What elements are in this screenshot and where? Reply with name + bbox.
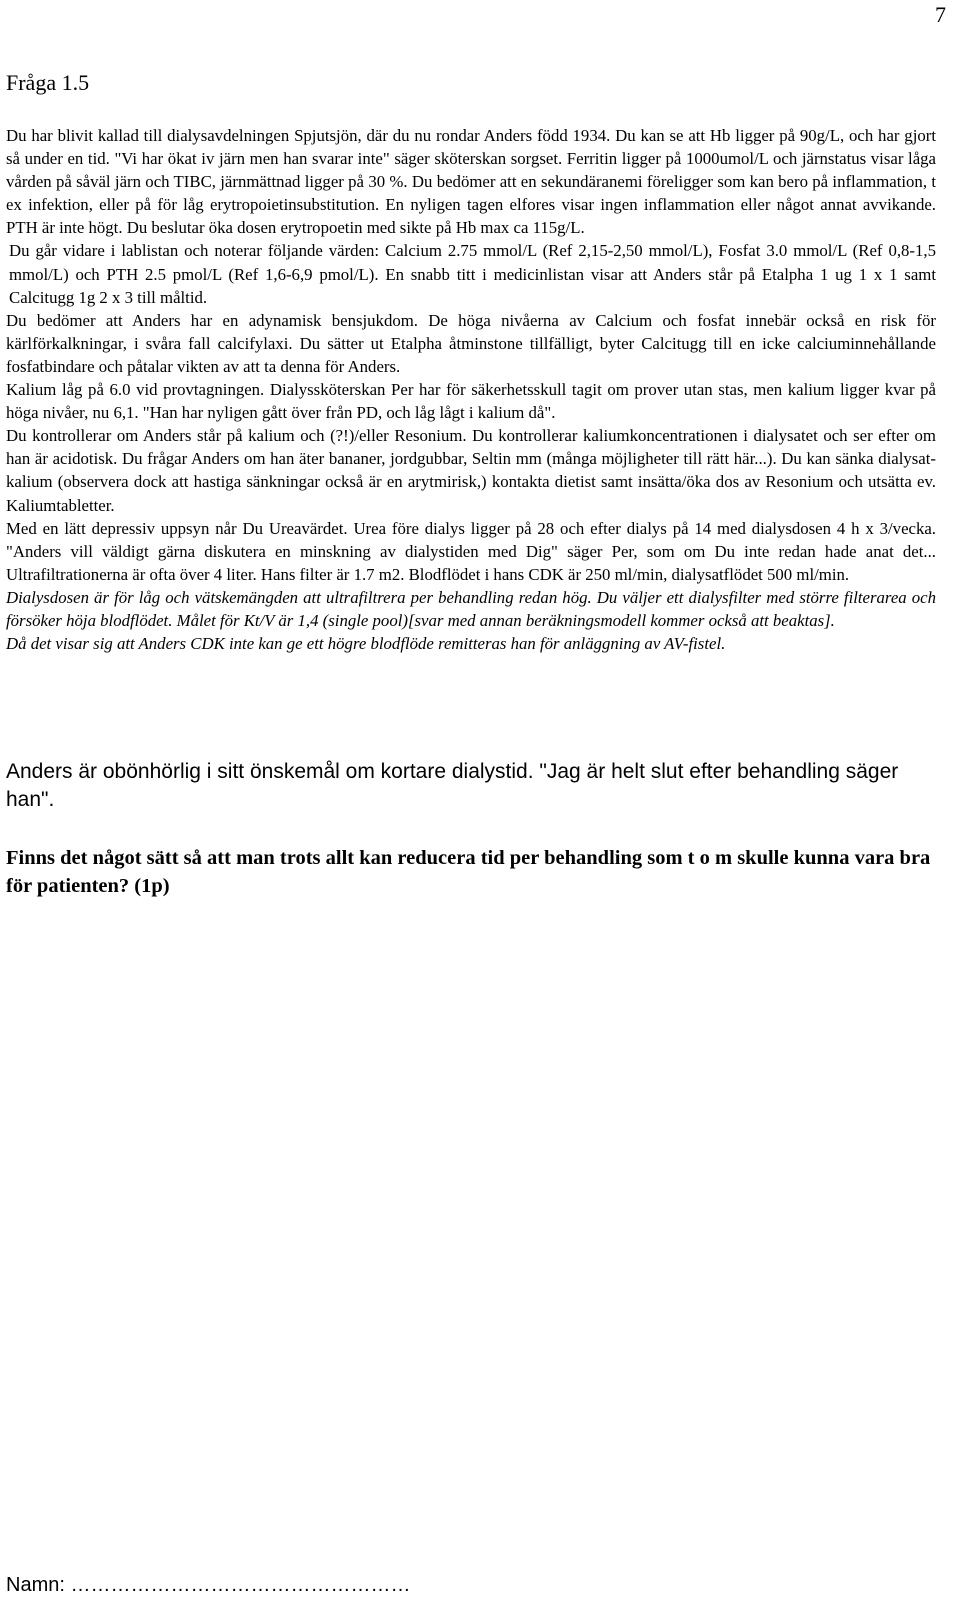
paragraph-lab-values: Du går vidare i lablistan och noterar följande värden: Calcium 2.75 mmol/L (Ref 2,15-2,50 mmol/L), Fosfat 3.0 mmol/L (Ref 0,8-1,5 mmol/L) och PTH 2.5 pmol/L (Ref 1,6-6,9 pmol/L). En snabb titt i medicinlistan visar att Anders står på Etalpha 1 ug 1 x 1 samt Calcitugg 1g 2 x 3 till måltid. [9, 241, 936, 307]
case-description [6, 124, 936, 655]
paragraph-anemia: Du har blivit kallad till dialysavdelningen Spjutsjön, där du nu rondar Anders född 1934. Du kan se att Hb ligger på 90g/L, och har gjort så under en tid. "Vi har ökat iv järn men han svarar inte" säger sköterskan sorgset. Ferritin ligger på 1000umol/L och järnstatus visar låga vården på såväl järn och TIBC, järnmättnad ligger på 30 %. Du bedömer att en sekundäranemi föreligger som kan bero på inflammation, t ex infektion, eller på för låg erytropoietinsubstitution. En nyligen tagen elfores visar ingen inflammation eller något annat avvikande. PTH är inte högt. Du beslutar öka dosen erytropoetin med sikte på Hb max ca 115g/L. [6, 126, 936, 238]
page-number: 7 [935, 2, 946, 27]
exam-question: Finns det något sätt så att man trots allt kan reducera tid per behandling som t o m skulle kunna vara bra för patienten? (1p) [6, 847, 931, 897]
paragraph-urea: Med en lätt depressiv uppsyn når Du Ureavärdet. Urea före dialys ligger på 28 och efter dialys på 14 med dialysdosen 4 h x 3/vecka. "Anders vill väldigt gärna diskutera en minskning av dialystiden med Dig" säger Per, som om Du inte redan hade anat det... Ultrafiltrationerna är ofta över 4 liter. Hans filter är 1.7 m2. Blodflödet i hans CDK är 250 ml/min, dialysatflödet 500 ml/min. [6, 518, 936, 584]
paragraph-potassium: Kalium låg på 6.0 vid provtagningen. Dialyssköterskan Per har för säkerhetsskull tagit om prover utan stas, men kalium ligger kvar på höga nivåer, nu 6,1. "Han har nyligen gått över från PD, och låg lågt i kalium då". [6, 380, 936, 423]
question-title: Fråga 1.5 [6, 70, 90, 95]
paragraph-bone-disease: Du bedömer att Anders har en adynamisk bensjukdom. De höga nivåerna av Calcium och fosfat innebär också en risk för kärlförkalkningar, i svåra fall calcifylaxi. Du sätter ut Etalpha åtminstone tillfälligt, byter Calcitugg till en icke calciuminnehållande fosfatbindare och påtalar vikten av att ta denna för Anders. [6, 310, 936, 376]
paragraph-av-fistula: Då det visar sig att Anders CDK inte kan ge ett högre blodflöde remitteras han för anläggning av AV-fistel. [6, 634, 726, 654]
paragraph-dialysis-dose: Dialysdosen är för låg och vätskemängden att ultrafiltrera per behandling redan hög. Du väljer ett dialysfilter med större filterarea och försöker höja blodflödet. Målet för Kt/V är 1,4 (single pool)[svar med annan beräkningsmodell kommer också att beaktas]. [6, 587, 936, 630]
paragraph-potassium-actions: Du kontrollerar om Anders står på kalium och (?!)/eller Resonium. Du kontrollerar kaliumkoncentrationen i dialysatet och ser efter om han är acidotisk. Du frågar Anders om han äter bananer, jordgubbar, Seltin mm (många möjligheter till rätt här...). Du kan sänka dialysat-kalium (observera dock att hastiga sänkningar också är en arytmirisk,) kontakta dietist samt insätta/öka dos av Resonium och utsätta ev. Kaliumtabletter. [6, 426, 936, 515]
patient-statement: Anders är obönhörlig i sitt önskemål om kortare dialystid. "Jag är helt slut efter behandling säger han". [6, 760, 899, 811]
name-field[interactable]: Namn: …………………………………………… [6, 1574, 411, 1596]
